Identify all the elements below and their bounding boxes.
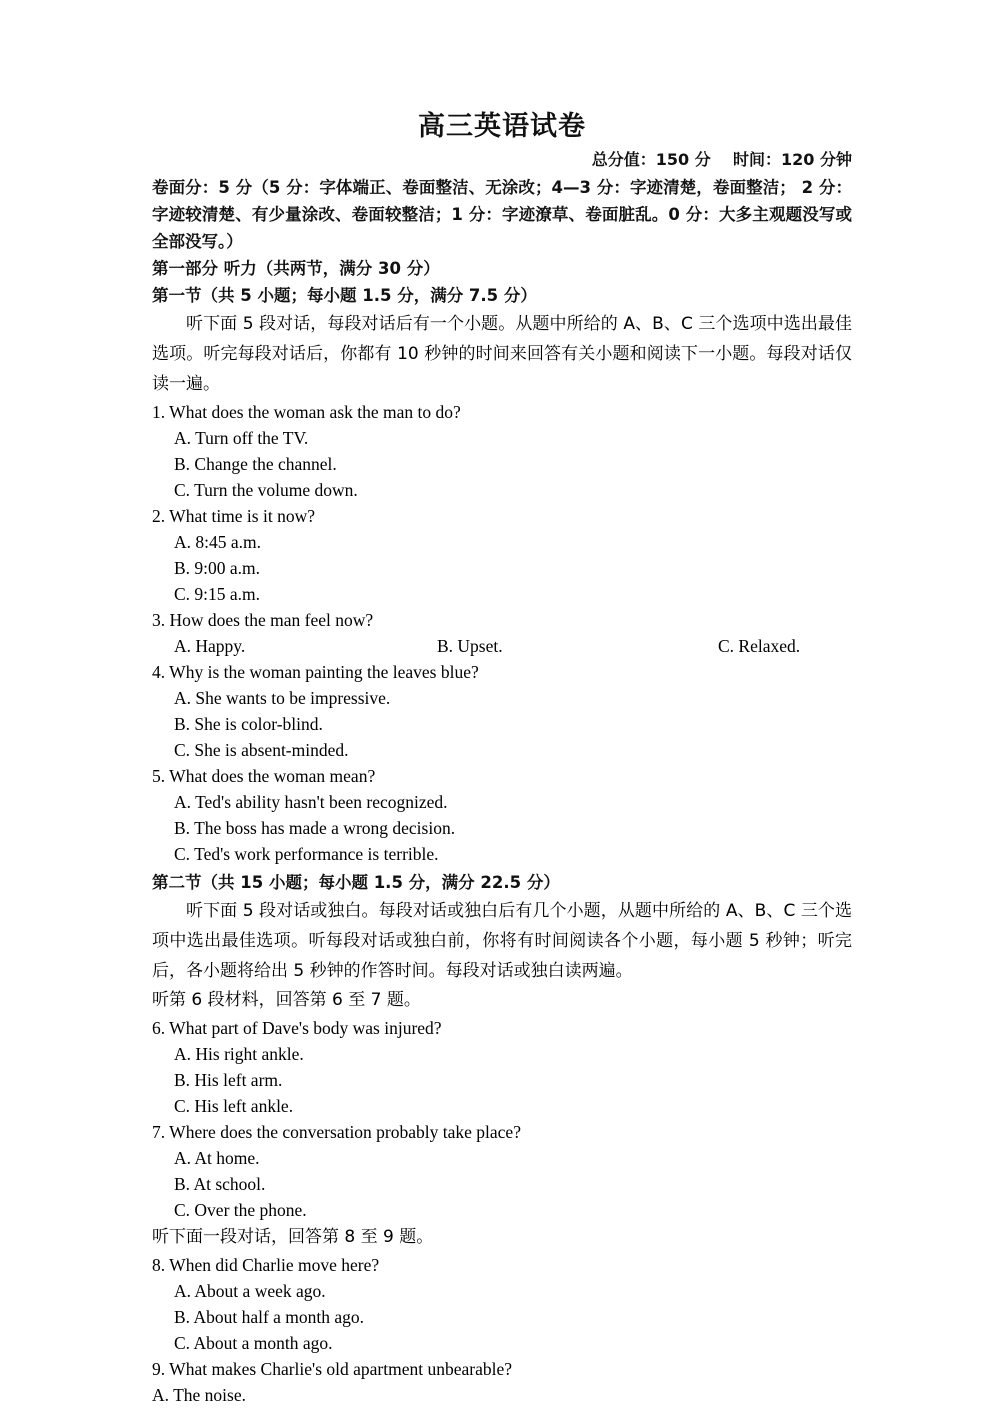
section-two-instruction: 听下面 5 段对话或独白。每段对话或独白后有几个小题，从题中所给的 A、B、C 三个选项中选出最佳选项。听每段对话或独白前，你将有时间阅读各个小题，每小题 5 秒钟；听完后，各小题将给出 5 秒钟的作答时间。每段对话或独白读两遍。: [152, 901, 852, 981]
section-one-instruction: 听下面 5 段对话，每段对话后有一个小题。从题中所给的 A、B、C 三个选项中选出最佳选项。听完每段对话后，你都有 10 秒钟的时间来回答有关小题和阅读下一小题。每段对话仅读一遍。: [152, 314, 852, 394]
question-6-text: 6. What part of Dave's body was injured?: [152, 1018, 442, 1038]
question-5-option-c[interactable]: C. Ted's work performance is terrible.: [174, 844, 439, 864]
question-1-text: 1. What does the woman ask the man to do?: [152, 402, 461, 422]
handwriting-score-note: 卷面分：5 分（5 分：字体端正、卷面整洁、无涂改；4—3 分：字迹清楚，卷面整洁； 2 分：字迹较清楚、有少量涂改、卷面较整洁；1 分：字迹潦草、卷面脏乱。0 分：大多主观题没写或全部没写。）: [152, 178, 852, 251]
question-7-option-b[interactable]: B. At school.: [174, 1174, 266, 1194]
question-3-text: 3. How does the man feel now?: [152, 610, 374, 630]
question-9-option-a[interactable]: A. The noise.: [152, 1385, 246, 1405]
question-4-option-b[interactable]: B. She is color-blind.: [174, 714, 323, 734]
question-3-option-row: [152, 633, 852, 659]
question-7-option-c[interactable]: C. Over the phone.: [174, 1200, 307, 1220]
question-2-text: 2. What time is it now?: [152, 506, 315, 526]
question-4-option-c[interactable]: C. She is absent-minded.: [174, 740, 349, 760]
exam-meta-line: 总分值：150 分 时间：120 分钟: [591, 150, 852, 169]
listening-cue-material-6: 听第 6 段材料，回答第 6 至 7 题。: [152, 990, 421, 1010]
section-two-heading: 第二节（共 15 小题；每小题 1.5 分，满分 22.5 分）: [152, 873, 560, 892]
question-8-option-a[interactable]: A. About a week ago.: [174, 1281, 326, 1301]
section-one-heading: 第一节（共 5 小题；每小题 1.5 分，满分 7.5 分）: [152, 286, 537, 305]
question-7-option-a[interactable]: A. At home.: [174, 1148, 260, 1168]
question-1-option-b[interactable]: B. Change the channel.: [174, 454, 337, 474]
question-4-option-a[interactable]: A. She wants to be impressive.: [174, 688, 391, 708]
question-5-text: 5. What does the woman mean?: [152, 766, 376, 786]
question-3-option-a[interactable]: A. Happy.: [174, 636, 246, 656]
question-3-option-c[interactable]: C. Relaxed.: [718, 636, 801, 656]
question-7-text: 7. Where does the conversation probably take place?: [152, 1122, 521, 1142]
question-5-option-b[interactable]: B. The boss has made a wrong decision.: [174, 818, 456, 838]
question-1-option-c[interactable]: C. Turn the volume down.: [174, 480, 358, 500]
question-2-option-b[interactable]: B. 9:00 a.m.: [174, 558, 261, 578]
question-8-option-c[interactable]: C. About a month ago.: [174, 1333, 333, 1353]
question-2-option-a[interactable]: A. 8:45 a.m.: [174, 532, 262, 552]
question-4-text: 4. Why is the woman painting the leaves blue?: [152, 662, 479, 682]
document-body: [152, 110, 852, 1408]
listening-cue-dialogue-8: 听下面一段对话，回答第 8 至 9 题。: [152, 1227, 434, 1247]
question-8-text: 8. When did Charlie move here?: [152, 1255, 380, 1275]
question-1-option-a[interactable]: A. Turn off the TV.: [174, 428, 309, 448]
question-2-option-c[interactable]: C. 9:15 a.m.: [174, 584, 261, 604]
question-6-option-c[interactable]: C. His left ankle.: [174, 1096, 294, 1116]
part-one-heading: 第一部分 听力（共两节，满分 30 分）: [152, 259, 440, 278]
question-9-text: 9. What makes Charlie's old apartment unbearable?: [152, 1359, 512, 1379]
page-title: 高三英语试卷: [418, 111, 586, 142]
question-5-option-a[interactable]: A. Ted's ability hasn't been recognized.: [174, 792, 448, 812]
question-6-option-a[interactable]: A. His right ankle.: [174, 1044, 304, 1064]
question-3-option-b[interactable]: B. Upset.: [437, 636, 503, 656]
question-8-option-b[interactable]: B. About half a month ago.: [174, 1307, 365, 1327]
question-6-option-b[interactable]: B. His left arm.: [174, 1070, 283, 1090]
